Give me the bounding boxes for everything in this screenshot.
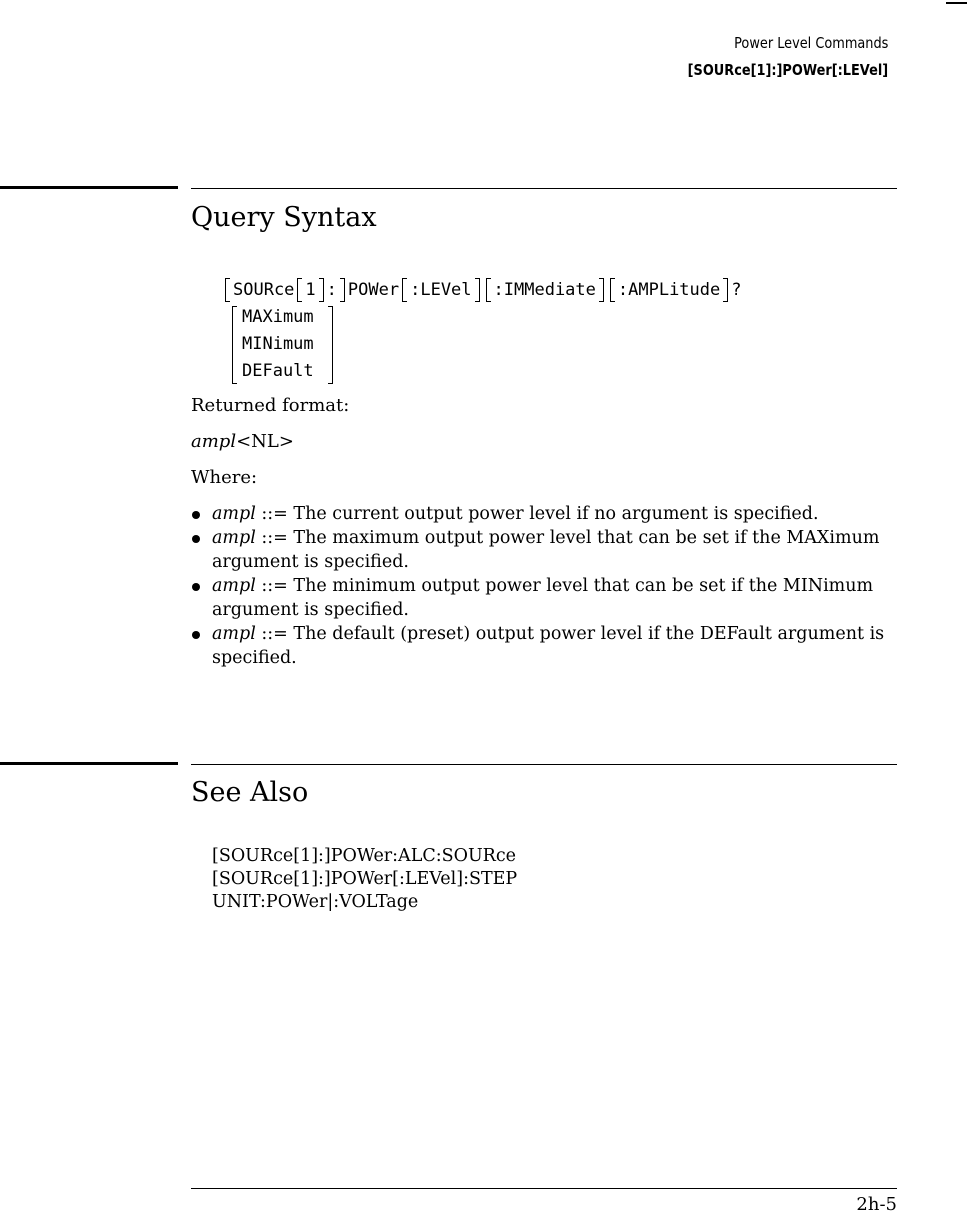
query-syntax-heading: Query Syntax [191, 202, 377, 233]
section-rule [191, 764, 897, 765]
bullet-icon [192, 631, 200, 639]
syntax-query-mark: ? [731, 280, 742, 300]
returned-format-label: Returned format: [191, 395, 350, 416]
definition-list [191, 502, 903, 670]
definition-text: ::= The default (preset) output power level if the DEFault argument is specified. [212, 624, 885, 668]
list-item [191, 526, 903, 574]
argument-maximum: MAXimum [242, 307, 314, 327]
section-margin-rule [0, 762, 178, 765]
running-head-command: [SOURce[1]:]POWer[:LEVel] [687, 61, 888, 79]
argument-choice-block [232, 305, 333, 385]
bullet-icon [192, 583, 200, 591]
footer-rule [191, 1188, 897, 1189]
bullet-icon [192, 511, 200, 519]
syntax-colon: : [326, 280, 337, 300]
argument-open-bracket [232, 306, 237, 384]
definition-term: ampl [212, 504, 256, 524]
close-bracket [599, 278, 604, 302]
argument-minimum: MINimum [242, 334, 314, 354]
close-bracket [319, 278, 324, 302]
open-bracket [486, 278, 491, 302]
list-item [191, 574, 903, 622]
argument-close-bracket [328, 306, 333, 384]
close-bracket [723, 278, 728, 302]
where-label: Where: [191, 467, 258, 488]
see-also-heading: See Also [191, 777, 309, 808]
close-bracket [340, 278, 345, 302]
open-bracket [225, 278, 230, 302]
close-bracket [475, 278, 480, 302]
syntax-channel: 1 [305, 280, 316, 300]
definition-text: ::= The maximum output power level that can be set if the MAXimum argument is specified. [212, 528, 880, 572]
definition-text: ::= The current output power level if no argument is specified. [255, 504, 819, 524]
returned-format [191, 431, 294, 452]
definition-text: ::= The minimum output power level that can be set if the MINimum argument is specified. [212, 576, 874, 620]
list-item [191, 622, 903, 670]
syntax-source: SOURce [233, 280, 295, 300]
see-also-list [212, 845, 517, 914]
section-rule [191, 188, 897, 189]
returned-format-suffix: <NL> [236, 431, 294, 452]
corner-crop-mark [946, 2, 967, 4]
see-also-item: [SOURce[1]:]POWer:ALC:SOURce [212, 846, 517, 866]
syntax-level: :LEVel [410, 280, 472, 300]
syntax-power: POWer [347, 280, 400, 300]
see-also-item: UNIT:POWer|:VOLTage [212, 892, 419, 912]
bullet-icon [192, 535, 200, 543]
query-syntax-line [222, 276, 742, 304]
open-bracket [610, 278, 615, 302]
definition-term: ampl [212, 624, 256, 644]
list-item [191, 502, 903, 526]
argument-default: DEFault [242, 361, 314, 381]
syntax-immediate: :IMMediate [493, 280, 596, 300]
returned-format-term: ampl [191, 431, 237, 452]
section-margin-rule [0, 186, 178, 189]
definition-term: ampl [212, 576, 256, 596]
open-bracket [402, 278, 407, 302]
definition-term: ampl [212, 528, 256, 548]
open-bracket [297, 278, 302, 302]
syntax-amplitude: :AMPLitude [617, 280, 721, 300]
see-also-item: [SOURce[1]:]POWer[:LEVel]:STEP [212, 869, 518, 889]
running-head-section: Power Level Commands [733, 34, 888, 52]
page-number: 2h-5 [856, 1194, 897, 1215]
